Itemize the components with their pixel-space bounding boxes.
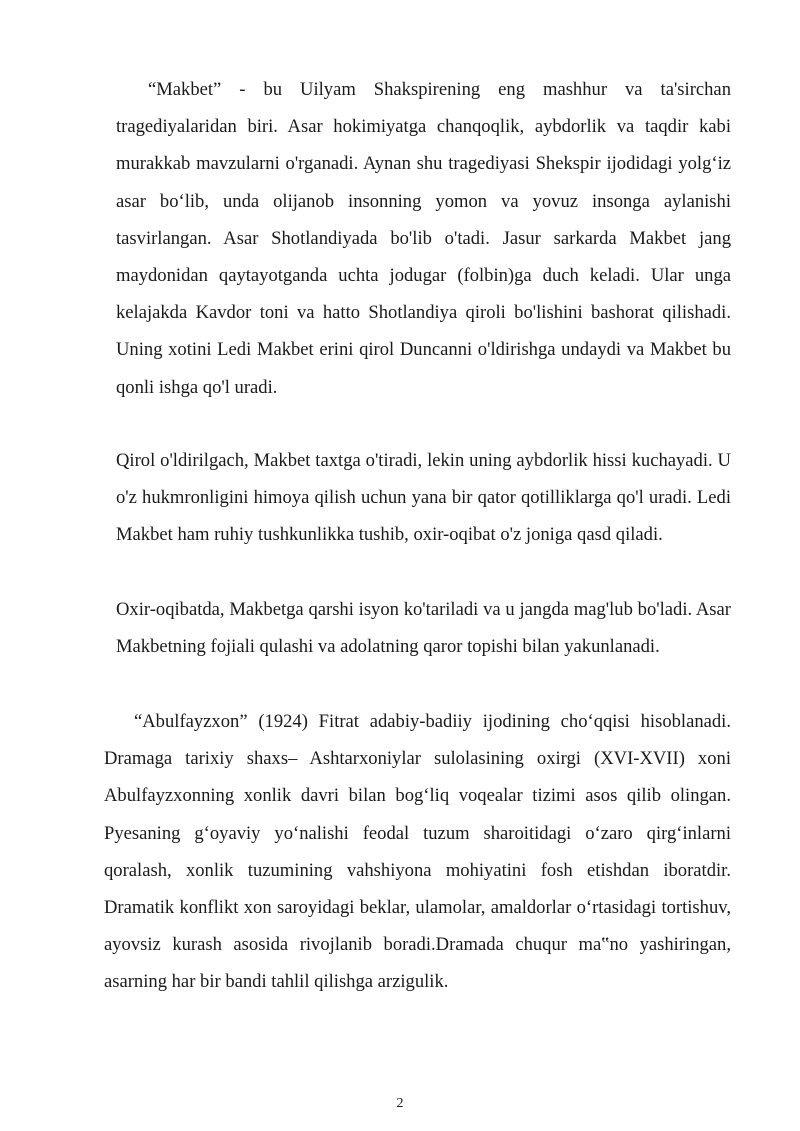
paragraph-makbet-intro: “Makbet” - bu Uilyam Shakspirening eng mashhur va ta'sirchan tragediyalaridan biri. Asar hokimiyatga chanqoqlik, aybdorlik va taqdir kabi murakkab mavzularni o'rganadi. Aynan shu tragediyasi Shekspir ijodidagi yolg‘iz asar bo‘lib, unda olijanob insonning yomon va yovuz insonga aylanishi tasvirlangan. Asar Shotlandiyada bo'lib o'tadi. Jasur sarkarda Makbet jang maydonidan qaytayotganda uchta jodugar (folbin)ga duch keladi. Ular unga kelajakda Kavdor toni va hatto Shotlandiya qiroli bo'lishini bashorat qilishadi. Uning xotini Ledi Makbet erini qirol Duncanni o'ldirishga undaydi va Makbet bu qonli ishga qo'l uradi. (116, 79, 731, 398)
paragraph-abulfayzxon: “Abulfayzxon” (1924) Fitrat adabiy-badiiy ijodining cho‘qqisi hisoblanadi. Dramaga tarixiy shaxs– Ashtarxoniylar sulolasining oxirgi (XVI-XVII) xoni Abulfayzxonning xonlik davri bilan bog‘liq voqealar tizimi asos qilib olingan. Pyesaning g‘oyaviy yo‘nalishi feodal tuzum sharoitidagi o‘zaro qirg‘inlarni qoralash, xonlik tuzumining vahshiyona mohiyatini fosh etishdan iboratdir. Dramatik konflikt xon saroyidagi beklar, ulamolar, amaldorlar o‘rtasidagi tortishuv, ayovsiz kurash asosida rivojlanib boradi.Dramada chuqur ma‟no yashiringan, asarning har bir bandi tahlil qilishga arzigulik. (104, 711, 731, 993)
paragraph-makbet-ending: Oxir-oqibatda, Makbetga qarshi isyon ko'tariladi va u jangda mag'lub bo'ladi. Asar Makbetning fojiali qulashi va adolatning qaror topishi bilan yakunlanadi. (116, 599, 731, 658)
paragraph-makbet-reign: Qirol o'ldirilgach, Makbet taxtga o'tiradi, lekin uning aybdorlik hissi kuchayadi. U o'z hukmronligini himoya qilish uchun yana bir qator qotilliklarga qo'l uradi. Ledi Makbet ham ruhiy tushkunlikka tushib, oxir-oqibat o'z joniga qasd qiladi. (116, 450, 731, 546)
page-number: 2 (396, 1096, 404, 1111)
